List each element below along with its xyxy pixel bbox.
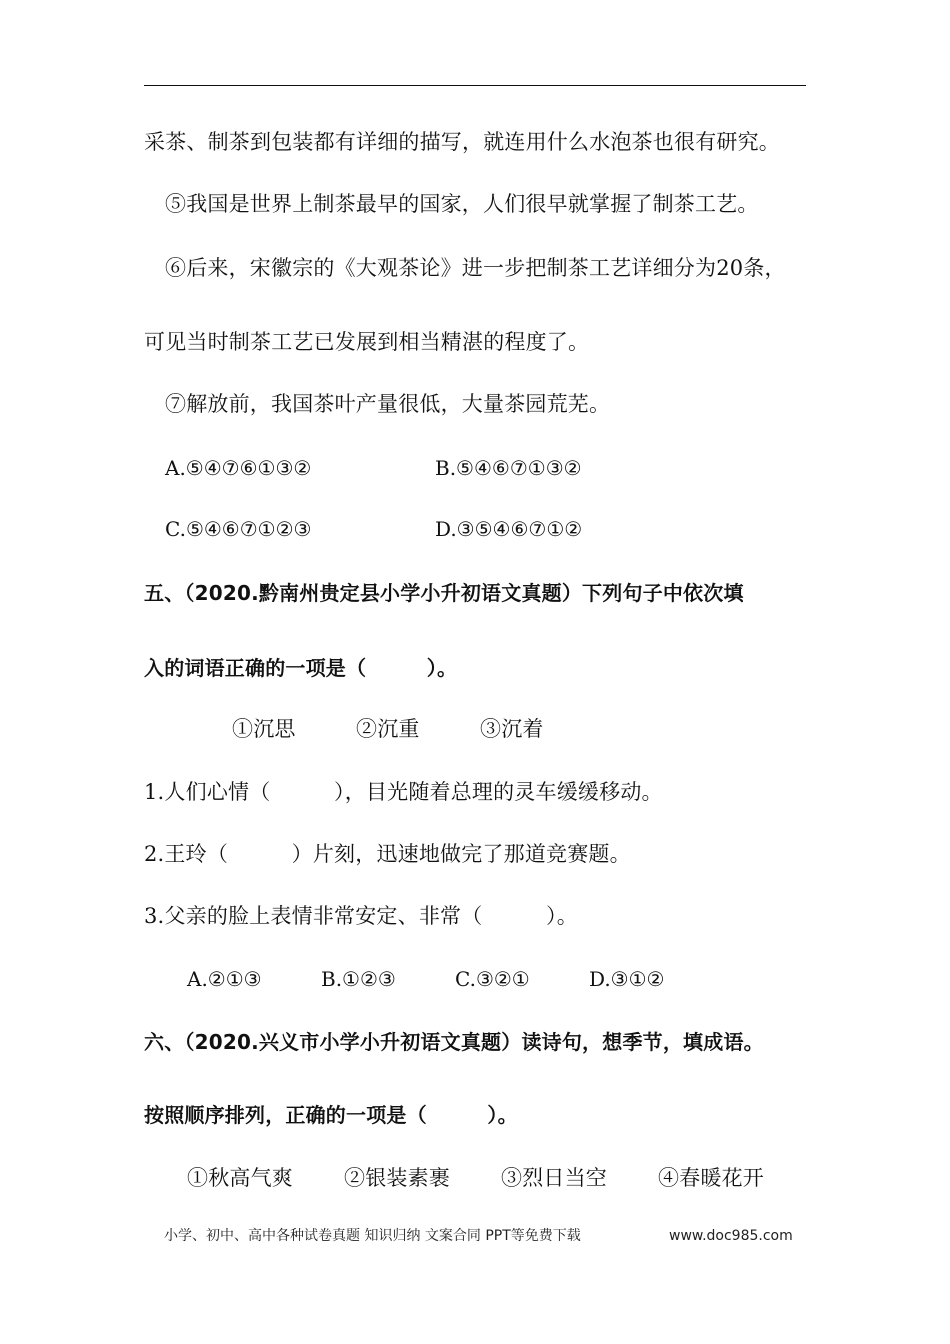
q5-option-b: B.①②③ xyxy=(321,967,396,991)
q4-option-b: B.⑤④⑥⑦①③② xyxy=(435,456,582,480)
q6-heading-line1: 六、（2020.兴义市小学小升初语文真题）读诗句，想季节，填成语。 xyxy=(144,1030,764,1054)
q5-option-a: A.②①③ xyxy=(187,967,262,991)
q4-option-a: A.⑤④⑦⑥①③② xyxy=(165,456,312,480)
header-rule xyxy=(144,85,806,86)
q6-idiom-4: ④春暖花开 xyxy=(658,1166,764,1190)
q5-sentence-1: 1.人们心情（ ），目光随着总理的灵车缓缓移动。 xyxy=(144,780,663,804)
passage-line-continued: 采茶、制茶到包装都有详细的描写，就连用什么水泡茶也很有研究。 xyxy=(144,130,780,154)
q6-heading-line2: 按照顺序排列，正确的一项是（ ）。 xyxy=(144,1103,518,1127)
q6-idiom-3: ③烈日当空 xyxy=(501,1166,607,1190)
q5-word-3: ③沉着 xyxy=(480,717,544,741)
passage-sentence-6a: ⑥后来，宋徽宗的《大观茶论》进一步把制茶工艺详细分为20条， xyxy=(165,256,786,280)
q5-sentence-3: 3.父亲的脸上表情非常安定、非常（ ）。 xyxy=(144,904,578,928)
page-footer xyxy=(164,1226,793,1246)
q5-option-d: D.③①② xyxy=(589,967,665,991)
q5-heading-line1: 五、（2020.黔南州贵定县小学小升初语文真题）下列句子中依次填 xyxy=(144,581,744,605)
q6-idiom-1: ①秋高气爽 xyxy=(187,1166,293,1190)
q5-heading-line2: 入的词语正确的一项是（ ）。 xyxy=(144,656,458,680)
passage-sentence-5: ⑤我国是世界上制茶最早的国家，人们很早就掌握了制茶工艺。 xyxy=(165,192,759,216)
q5-word-1: ①沉思 xyxy=(232,717,296,741)
footer-url[interactable]: www.doc985.com xyxy=(669,1228,793,1244)
passage-sentence-6b: 可见当时制茶工艺已发展到相当精湛的程度了。 xyxy=(144,330,590,354)
q5-option-c: C.③②① xyxy=(455,967,530,991)
passage-sentence-7: ⑦解放前，我国茶叶产量很低，大量茶园荒芜。 xyxy=(165,392,611,416)
q5-word-2: ②沉重 xyxy=(356,717,420,741)
q6-idiom-2: ②银装素裹 xyxy=(344,1166,450,1190)
q4-option-d: D.③⑤④⑥⑦①② xyxy=(435,517,583,541)
q4-option-c: C.⑤④⑥⑦①②③ xyxy=(165,517,312,541)
q5-sentence-2: 2.王玲（ ）片刻，迅速地做完了那道竞赛题。 xyxy=(144,842,631,866)
footer-text: 小学、初中、高中各种试卷真题 知识归纳 文案合同 PPT等免费下载 xyxy=(164,1228,581,1244)
